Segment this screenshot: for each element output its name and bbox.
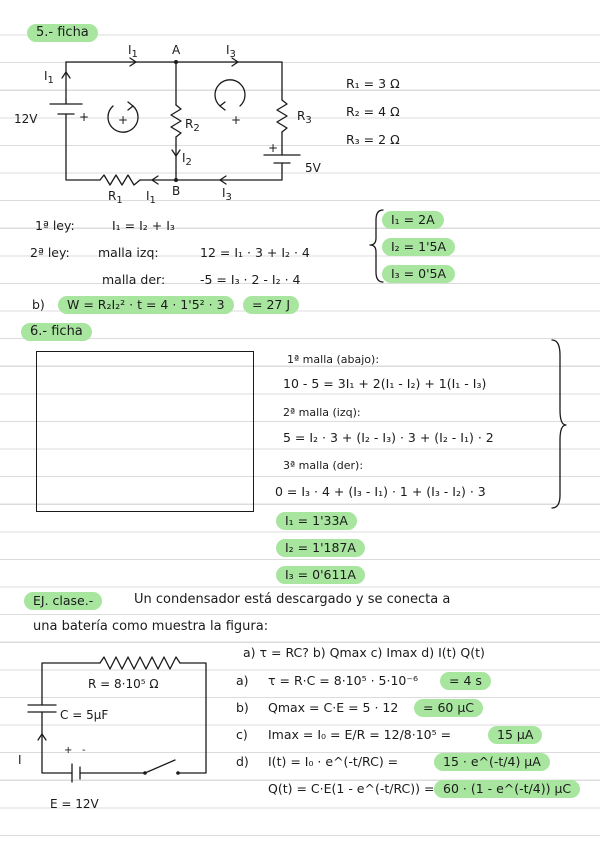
label-I1-top: $I_1$ [128,43,138,60]
answer-d-equation: I(t) = I₀ · e^(-t/RC) = [268,754,399,769]
resistor-r2: R₂ = 4 Ω [346,104,400,119]
mesh-left-label: malla izq: [98,245,159,260]
result-5-I3: I₃ = 0'5A [382,265,455,283]
answer-a-label: a) [236,673,249,688]
result-6-I1: I₁ = 1'33A [276,512,357,530]
mesh-6-3-label: 3ª malla (der): [283,459,364,472]
answer-c-equation: Imax = I₀ = E/R = 12/8·10⁵ = [268,727,452,742]
rc-label-R: R = 8·10⁵ Ω [88,677,159,691]
answer-b-label: b) [236,700,249,715]
law-2-label: 2ª ley: [30,245,70,260]
answer-c-result: 15 μA [488,726,542,744]
section-6-heading: 6.- ficha [21,323,92,341]
mesh-right-label: malla der: [102,272,166,287]
answer-a-result: = 4 s [440,672,491,690]
answer-c-label: c) [236,727,248,742]
label-I1-left: $I_1$ [44,69,54,86]
rc-label-E: E = 12V [50,797,99,811]
answer-b-result: = 60 μC [414,699,483,717]
svg-text:+: + [231,113,242,127]
result-5-I2: I₂ = 1'5A [382,238,455,256]
svg-text:+: + [79,110,90,124]
section-5-heading: 5.- ficha [27,24,98,42]
ej-intro-line-2: una batería como muestra la figura: [33,619,269,634]
law-1-equation: I₁ = I₂ + I₃ [112,218,175,233]
mesh-6-2-equation: 5 = I₂ · 3 + (I₂ - I₃) · 3 + (I₂ - I₁) · 2 [283,430,494,445]
law-1-label: 1ª ley: [35,218,75,233]
rc-label-I: I [18,753,22,767]
label-I1-bottom: $I_1$ [146,189,156,206]
label-I3-top: $I_3$ [226,43,236,60]
label-I3-bottom: $I_3$ [222,186,232,203]
answer-q-equation: Q(t) = C·E(1 - e^(-t/RC)) = [268,781,435,796]
resistor-r1: R₁ = 3 Ω [346,76,400,91]
answer-a-equation: τ = R·C = 8·10⁵ · 5·10⁻⁶ [268,673,418,688]
label-I2: $I_2$ [182,151,192,168]
result-6-I3: I₃ = 0'611A [276,566,365,584]
rc-label-plus: + [64,745,73,756]
mesh-6-1-equation: 10 - 5 = 3I₁ + 2(I₁ - I₂) + 1(I₁ - I₃) [283,376,487,391]
answer-d-label: d) [236,754,249,769]
part-b-label: b) [32,297,45,312]
mesh-6-1-label: 1ª malla (abajo): [287,353,380,366]
rc-label-minus: - [82,745,86,756]
answer-b-equation: Qmax = C·E = 5 · 12 [268,700,399,715]
result-6-I2: I₂ = 1'187A [276,539,365,557]
rc-label-C: C = 5μF [60,708,109,722]
mesh-right-equation: -5 = I₃ · 2 - I₂ · 4 [200,272,301,287]
result-5-I1: I₁ = 2A [382,211,444,229]
ej-heading: EJ. clase.- [24,592,102,610]
label-R3: $R_3$ [297,109,312,126]
ej-questions: a) τ = RC? b) Qmax c) Imax d) I(t) Q(t) [243,645,485,660]
label-R2: $R_2$ [185,117,200,134]
svg-text:+: + [118,113,129,127]
label-node-A: A [172,43,181,57]
mesh-6-2-label: 2ª malla (izq): [283,406,361,419]
svg-text:+: + [268,141,279,155]
mesh-6-3-equation: 0 = I₃ · 4 + (I₃ - I₁) · 1 + (I₃ - I₂) · 3 [275,484,486,499]
resistor-r3: R₃ = 2 Ω [346,132,400,147]
part-b-equation: W = R₂I₂² · t = 4 · 1'5² · 3 [58,296,234,314]
part-b-result: = 27 J [243,296,299,314]
mesh-left-equation: 12 = I₁ · 3 + I₂ · 4 [200,245,310,260]
label-node-B: B [172,184,181,198]
answer-d-result: 15 · e^(-t/4) μA [434,753,550,771]
label-5V: 5V [305,161,321,175]
ej-intro-line-1: Un condensador está descargado y se conecta a [134,592,451,607]
answer-q-result: 60 · (1 - e^(-t/4)) μC [434,780,580,798]
label-R1: $R_1$ [108,189,123,206]
label-12V: 12V [14,112,38,126]
